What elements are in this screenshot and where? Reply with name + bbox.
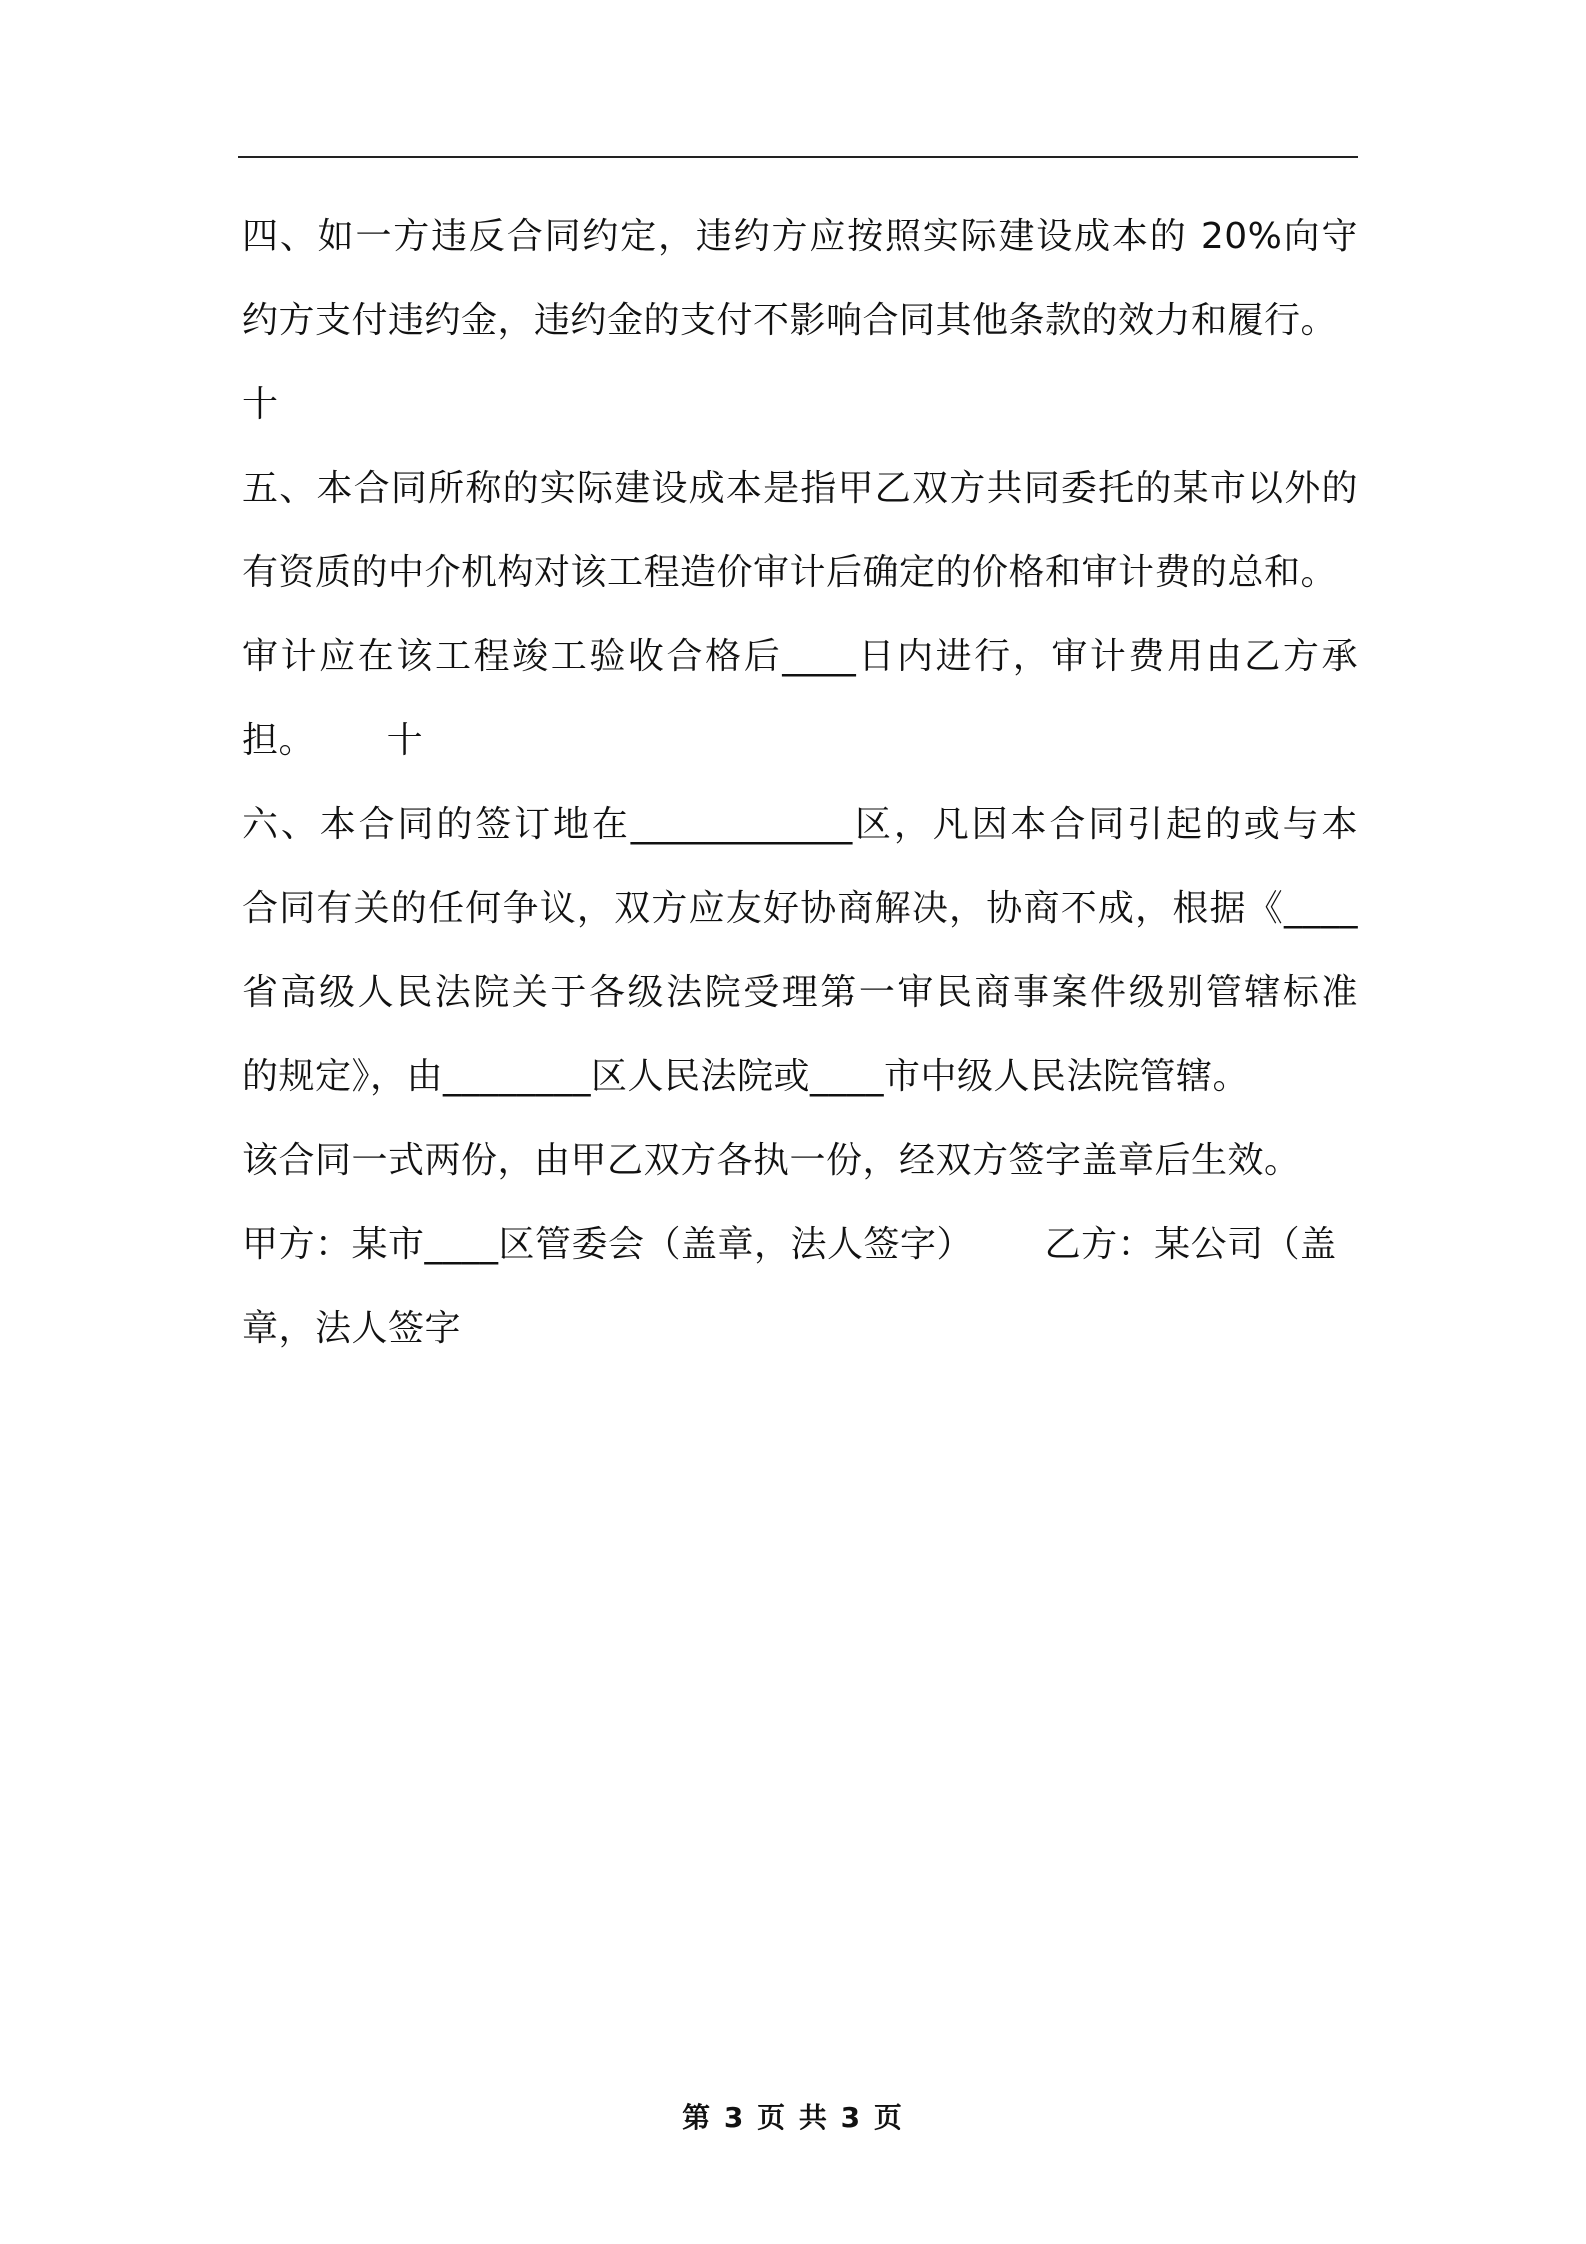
effectiveness-clause: 该合同一式两份，由甲乙双方各执一份，经双方签字盖章后生效。 [242,1140,1301,1181]
clause-4-line-1: 四、如一方违反合同约定，违约方应按照实际建设成本的 20%向守 [242,216,1358,257]
clause-6-line-4: 的规定》，由________区人民法院或____市中级人民法院管辖。 [242,1056,1250,1097]
clause-6-line-2: 合同有关的任何争议，双方应友好协商解决，协商不成，根据《____ [242,888,1358,929]
clause-5-line-2: 有资质的中介机构对该工程造价审计后确定的价格和审计费的总和。 [242,552,1338,593]
signature-line-2: 章，法人签字 [242,1308,462,1349]
page-number: 第 3 页 共 3 页 [682,2101,904,2134]
header-rule [238,156,1358,158]
clause-5-line-4: 担。 十 [242,720,424,761]
contract-body [242,195,1358,1371]
clause-6-line-1: 六、本合同的签订地在____________区，凡因本合同引起的或与本 [242,804,1358,845]
clause-6-line-3: 省高级人民法院关于各级法院受理第一审民商事案件级别管辖标准 [242,972,1358,1013]
signature-line-1: 甲方：某市____区管委会（盖章，法人签字） 乙方：某公司（盖 [242,1224,1337,1265]
clause-4-end-mark: 十 [242,384,279,425]
clause-4-line-2: 约方支付违约金，违约金的支付不影响合同其他条款的效力和履行。 [242,300,1338,341]
clause-5-line-3: 审计应在该工程竣工验收合格后____日内进行，审计费用由乙方承 [242,636,1358,677]
clause-5-line-1: 五、本合同所称的实际建设成本是指甲乙双方共同委托的某市以外的 [242,468,1358,509]
